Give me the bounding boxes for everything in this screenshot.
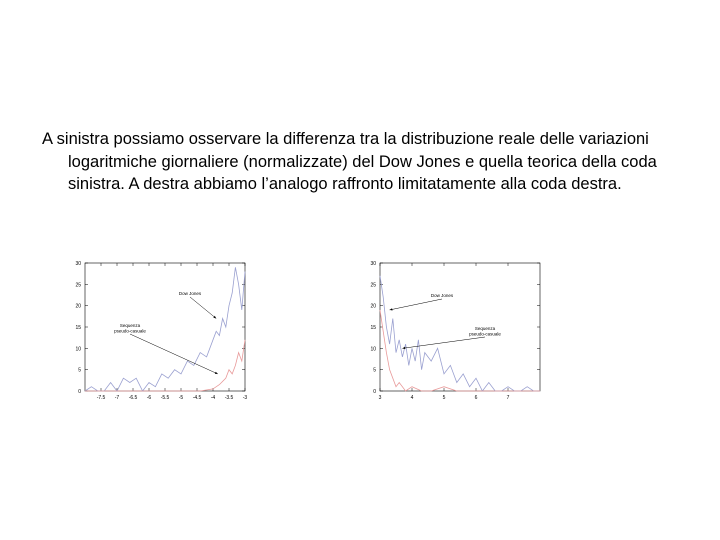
plot-frame (380, 263, 540, 391)
x-tick-label: -7 (114, 395, 120, 401)
x-tick-label: 5 (442, 395, 446, 401)
x-tick-label: -6 (146, 395, 152, 401)
x-tick-label: 3 (378, 395, 382, 401)
y-tick-label: 30 (75, 261, 81, 267)
y-tick-label: 20 (75, 303, 81, 310)
annotation-label: Dow Jones (178, 291, 202, 296)
x-tick-label: 7 (506, 395, 510, 401)
y-tick-label: 10 (370, 346, 376, 353)
x-tick-label: -4.5 (192, 395, 202, 401)
annotation-label: Sequenza (474, 326, 496, 331)
y-tick-label: 15 (370, 325, 376, 331)
x-tick-label: -5 (178, 395, 184, 401)
x-tick-label: -4 (210, 395, 216, 401)
chart-left-tail (60, 255, 260, 410)
y-tick-label: 5 (373, 367, 376, 374)
x-tick-label: -3.5 (224, 395, 234, 401)
y-tick-label: 25 (75, 282, 81, 289)
annotation-label: Dow Jones (430, 293, 454, 298)
y-tick-label: 20 (370, 303, 376, 310)
chart-right-tail (355, 255, 555, 410)
annotation-label-line2: pseudo-casuale (469, 331, 501, 337)
annotation-label-line2: pseudo-casuale (114, 328, 146, 334)
x-tick-label: 4 (410, 395, 414, 401)
y-tick-label: 15 (75, 325, 81, 331)
y-tick-label: 0 (373, 389, 376, 395)
x-tick-label: -5.5 (160, 395, 170, 401)
y-tick-label: 30 (370, 261, 376, 267)
y-tick-label: 0 (78, 389, 81, 395)
y-tick-label: 5 (78, 367, 81, 374)
caption-text: A sinistra possiamo osservare la differenza tra la distribuzione reale delle variazioni logaritmiche giornaliere (normalizzate) del Dow Jones e quella teorica della coda sinistra. A destra abbiamo l’analogo raffronto limitatamente alla coda destra. (42, 130, 657, 193)
annotation-label: Sequenza (119, 323, 141, 328)
y-tick-label: 10 (75, 346, 81, 353)
x-tick-label: -3 (242, 395, 248, 401)
y-tick-label: 25 (370, 282, 376, 289)
x-tick-label: -6.5 (128, 395, 138, 401)
x-tick-label: 6 (474, 395, 478, 401)
x-tick-label: -7.5 (96, 395, 106, 401)
